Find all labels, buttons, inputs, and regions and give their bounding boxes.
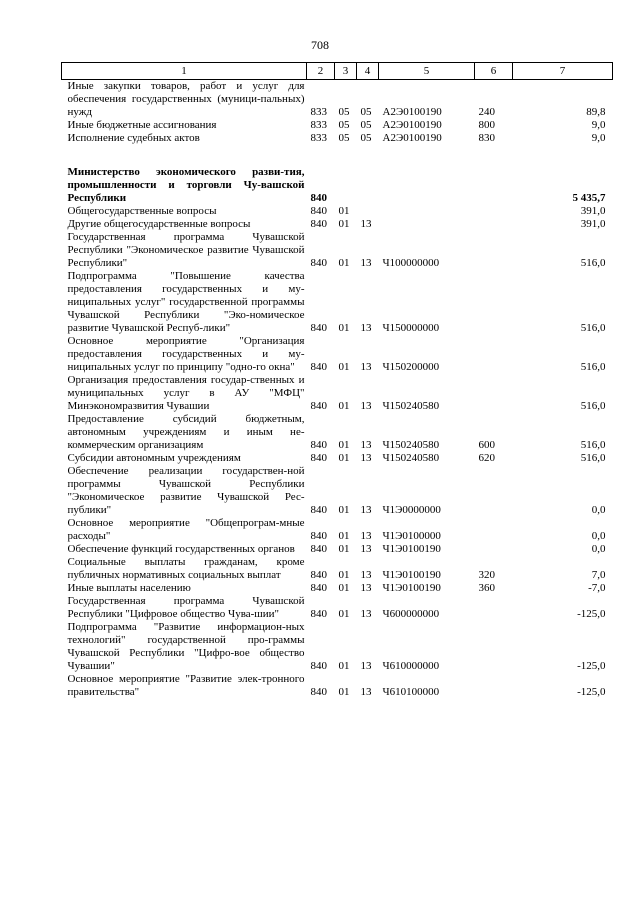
row-name: Основное мероприятие "Общепрограм-мные расходы" bbox=[67, 517, 305, 542]
page-number: 708 bbox=[311, 38, 329, 52]
row-ministry-code: 840 bbox=[310, 608, 327, 620]
header-col-2: 2 bbox=[307, 63, 335, 80]
table-row bbox=[62, 166, 613, 205]
row-ministry-code: 840 bbox=[310, 322, 327, 334]
row-subsection: 13 bbox=[360, 361, 372, 373]
row-name: Организация предоставления государ-ственных и муниципальных услуг в АУ "МФЦ" Минэкономразвития Чувашии bbox=[67, 374, 305, 412]
row-subsection: 05 bbox=[360, 132, 372, 144]
row-expense-type bbox=[475, 543, 513, 556]
row-ministry-code: 840 bbox=[310, 452, 327, 464]
table-row bbox=[62, 556, 613, 582]
spacer-cell bbox=[62, 145, 613, 166]
row-name: Иные бюджетные ассигнования bbox=[67, 119, 217, 131]
row-subsection: 05 bbox=[360, 106, 372, 118]
row-subsection: 13 bbox=[360, 660, 372, 672]
row-name: Иные закупки товаров, работ и услуг для обеспечения государственных (муници-пальных) нужд bbox=[67, 80, 305, 118]
table-row bbox=[62, 374, 613, 413]
table-row bbox=[62, 543, 613, 556]
row-ministry-code: 840 bbox=[310, 205, 327, 217]
row-amount: 391,0 bbox=[580, 205, 606, 217]
row-name: Основное мероприятие "Организация предоставления государственных и му-ниципальных услуг по принципу "одно-го окна" bbox=[67, 335, 305, 373]
row-target-article: Ч100000000 bbox=[382, 257, 440, 269]
row-target-article bbox=[379, 205, 475, 218]
table-row bbox=[62, 413, 613, 452]
table-row bbox=[62, 335, 613, 374]
row-expense-type bbox=[475, 374, 513, 413]
row-name: Подпрограмма "Развитие информацион-ных технологий" государственной про-граммы Чувашской Республики "Цифро-вое общество Чувашии" bbox=[67, 621, 305, 672]
table-row bbox=[62, 119, 613, 132]
row-target-article: Ч150200000 bbox=[382, 361, 440, 373]
row-subsection bbox=[357, 166, 379, 205]
row-section: 01 bbox=[338, 322, 350, 334]
row-amount: 516,0 bbox=[580, 439, 606, 451]
row-ministry-code: 840 bbox=[310, 686, 327, 698]
row-ministry-code: 840 bbox=[310, 543, 327, 555]
row-expense-type bbox=[475, 621, 513, 673]
table-row bbox=[62, 80, 613, 120]
row-name: Подпрограмма "Повышение качества предоставления государственных и му-ниципальных услуг" государственной программы Чувашской Республики "Эко-номическое развитие Чувашской Респуб-лики" bbox=[67, 270, 305, 334]
row-amount: 5 435,7 bbox=[572, 192, 606, 204]
row-target-article: А2Э0100190 bbox=[382, 106, 442, 118]
row-section: 01 bbox=[338, 504, 350, 516]
row-amount: 0,0 bbox=[591, 504, 606, 516]
row-ministry-code: 840 bbox=[310, 257, 327, 269]
row-expense-type: 320 bbox=[478, 569, 495, 581]
row-ministry-code: 840 bbox=[310, 582, 327, 594]
row-section: 01 bbox=[338, 452, 350, 464]
row-ministry-code: 840 bbox=[310, 504, 327, 516]
spacer-row bbox=[62, 145, 613, 166]
row-target-article: Ч150240580 bbox=[382, 452, 440, 464]
row-expense-type bbox=[475, 517, 513, 543]
row-section: 05 bbox=[338, 106, 350, 118]
row-target-article: А2Э0100190 bbox=[382, 132, 442, 144]
table-row bbox=[62, 582, 613, 595]
row-ministry-code: 833 bbox=[310, 119, 327, 131]
row-subsection: 13 bbox=[360, 530, 372, 542]
row-subsection: 13 bbox=[360, 400, 372, 412]
row-expense-type bbox=[475, 218, 513, 231]
table-row bbox=[62, 218, 613, 231]
row-ministry-code: 840 bbox=[310, 569, 327, 581]
row-target-article bbox=[379, 166, 475, 205]
row-ministry-code: 840 bbox=[310, 361, 327, 373]
row-subsection: 13 bbox=[360, 322, 372, 334]
row-amount: 516,0 bbox=[580, 257, 606, 269]
row-target-article: Ч1Э0100190 bbox=[382, 582, 441, 594]
header-col-5: 5 bbox=[379, 63, 475, 80]
row-expense-type bbox=[475, 465, 513, 517]
table-row bbox=[62, 132, 613, 145]
header-col-7: 7 bbox=[513, 63, 613, 80]
row-amount: 89,8 bbox=[586, 106, 606, 118]
row-expense-type bbox=[475, 335, 513, 374]
table-row bbox=[62, 270, 613, 335]
row-expense-type bbox=[475, 205, 513, 218]
row-section: 01 bbox=[338, 582, 350, 594]
row-subsection: 13 bbox=[360, 686, 372, 698]
row-expense-type bbox=[475, 595, 513, 621]
row-ministry-code: 840 bbox=[310, 530, 327, 542]
row-expense-type bbox=[475, 166, 513, 205]
table-row bbox=[62, 452, 613, 465]
budget-table bbox=[61, 62, 613, 699]
row-amount: -125,0 bbox=[577, 660, 606, 672]
table-row bbox=[62, 231, 613, 270]
row-ministry-code: 840 bbox=[310, 218, 327, 230]
row-subsection: 13 bbox=[360, 452, 372, 464]
row-amount: 0,0 bbox=[591, 543, 606, 555]
row-subsection: 13 bbox=[360, 569, 372, 581]
row-name: Субсидии автономным учреждениям bbox=[67, 452, 241, 464]
row-expense-type: 360 bbox=[478, 582, 495, 594]
row-target-article: Ч1Э0100190 bbox=[382, 543, 441, 555]
row-section: 01 bbox=[338, 400, 350, 412]
row-target-article: Ч610000000 bbox=[382, 660, 440, 672]
row-target-article: Ч150240580 bbox=[382, 400, 440, 412]
row-subsection: 13 bbox=[360, 439, 372, 451]
row-name: Другие общегосударственные вопросы bbox=[67, 218, 251, 230]
header-row bbox=[62, 63, 613, 80]
header-col-4: 4 bbox=[357, 63, 379, 80]
row-ministry-code: 840 bbox=[310, 660, 327, 672]
row-subsection: 13 bbox=[360, 543, 372, 555]
table-row bbox=[62, 621, 613, 673]
row-target-article: Ч150240580 bbox=[382, 439, 440, 451]
row-section: 01 bbox=[338, 205, 350, 217]
row-target-article: Ч150000000 bbox=[382, 322, 440, 334]
row-subsection: 13 bbox=[360, 608, 372, 620]
row-section: 01 bbox=[338, 218, 350, 230]
row-ministry-code: 840 bbox=[310, 439, 327, 451]
row-target-article: Ч1Э0100190 bbox=[382, 569, 441, 581]
row-name: Министерство экономического разви-тия, промышленности и торговли Чу-вашской Республики bbox=[67, 166, 305, 204]
row-name: Предоставление субсидий бюджетным, автономным учреждениям и иным не-коммерческим организациям bbox=[67, 413, 305, 451]
row-name: Общегосударственные вопросы bbox=[67, 205, 217, 217]
row-amount: 516,0 bbox=[580, 452, 606, 464]
row-expense-type: 830 bbox=[478, 132, 495, 144]
row-target-article: Ч1Э0100000 bbox=[382, 530, 441, 542]
row-section: 01 bbox=[338, 569, 350, 581]
row-subsection: 13 bbox=[360, 218, 372, 230]
row-ministry-code: 840 bbox=[310, 192, 327, 204]
row-subsection: 13 bbox=[360, 582, 372, 594]
row-name: Государственная программа Чувашской Республики "Экономическое развитие Чувашской Республики" bbox=[67, 231, 305, 269]
row-amount: 516,0 bbox=[580, 400, 606, 412]
row-ministry-code: 840 bbox=[310, 400, 327, 412]
row-expense-type: 620 bbox=[478, 452, 495, 464]
row-amount: -125,0 bbox=[577, 686, 606, 698]
row-section: 01 bbox=[338, 439, 350, 451]
row-amount: 516,0 bbox=[580, 322, 606, 334]
row-target-article: А2Э0100190 bbox=[382, 119, 442, 131]
header-col-3: 3 bbox=[335, 63, 357, 80]
row-target-article: Ч1Э0000000 bbox=[382, 504, 441, 516]
row-ministry-code: 833 bbox=[310, 106, 327, 118]
row-subsection: 05 bbox=[360, 119, 372, 131]
row-amount: 391,0 bbox=[580, 218, 606, 230]
table-row bbox=[62, 673, 613, 699]
row-amount: -125,0 bbox=[577, 608, 606, 620]
table-row bbox=[62, 205, 613, 218]
row-name: Обеспечение реализации государствен-ной программы Чувашской Республики "Экономическое развитие Чувашской Рес-публики" bbox=[67, 465, 305, 516]
row-section: 05 bbox=[338, 132, 350, 144]
row-expense-type: 600 bbox=[478, 439, 495, 451]
row-name: Государственная программа Чувашской Республики "Цифровое общество Чува-шии" bbox=[67, 595, 305, 620]
row-name: Основное мероприятие "Развитие элек-тронного правительства" bbox=[67, 673, 305, 698]
row-amount: 7,0 bbox=[591, 569, 606, 581]
header-col-6: 6 bbox=[475, 63, 513, 80]
row-expense-type: 240 bbox=[478, 106, 495, 118]
row-section: 01 bbox=[338, 257, 350, 269]
row-expense-type bbox=[475, 270, 513, 335]
row-subsection: 13 bbox=[360, 257, 372, 269]
row-amount: 516,0 bbox=[580, 361, 606, 373]
row-amount: 0,0 bbox=[591, 530, 606, 542]
row-section: 01 bbox=[338, 530, 350, 542]
row-section: 01 bbox=[338, 660, 350, 672]
row-section: 01 bbox=[338, 608, 350, 620]
row-amount: 9,0 bbox=[591, 119, 606, 131]
row-amount: 9,0 bbox=[591, 132, 606, 144]
row-name: Исполнение судебных актов bbox=[67, 132, 200, 144]
row-name: Обеспечение функций государственных органов bbox=[67, 543, 295, 555]
row-section: 05 bbox=[338, 119, 350, 131]
row-target-article bbox=[379, 218, 475, 231]
row-name: Социальные выплаты гражданам, кроме публичных нормативных социальных выплат bbox=[67, 556, 305, 581]
table-row bbox=[62, 465, 613, 517]
row-section bbox=[335, 166, 357, 205]
row-subsection: 13 bbox=[360, 504, 372, 516]
header-col-1: 1 bbox=[62, 63, 307, 80]
row-ministry-code: 833 bbox=[310, 132, 327, 144]
row-target-article: Ч610100000 bbox=[382, 686, 440, 698]
row-subsection bbox=[357, 205, 379, 218]
row-expense-type: 800 bbox=[478, 119, 495, 131]
row-section: 01 bbox=[338, 543, 350, 555]
row-name: Иные выплаты населению bbox=[67, 582, 191, 594]
row-section: 01 bbox=[338, 686, 350, 698]
row-expense-type bbox=[475, 673, 513, 699]
row-target-article: Ч600000000 bbox=[382, 608, 440, 620]
row-amount: -7,0 bbox=[588, 582, 606, 594]
table-row bbox=[62, 517, 613, 543]
row-expense-type bbox=[475, 231, 513, 270]
row-section: 01 bbox=[338, 361, 350, 373]
table-row bbox=[62, 595, 613, 621]
